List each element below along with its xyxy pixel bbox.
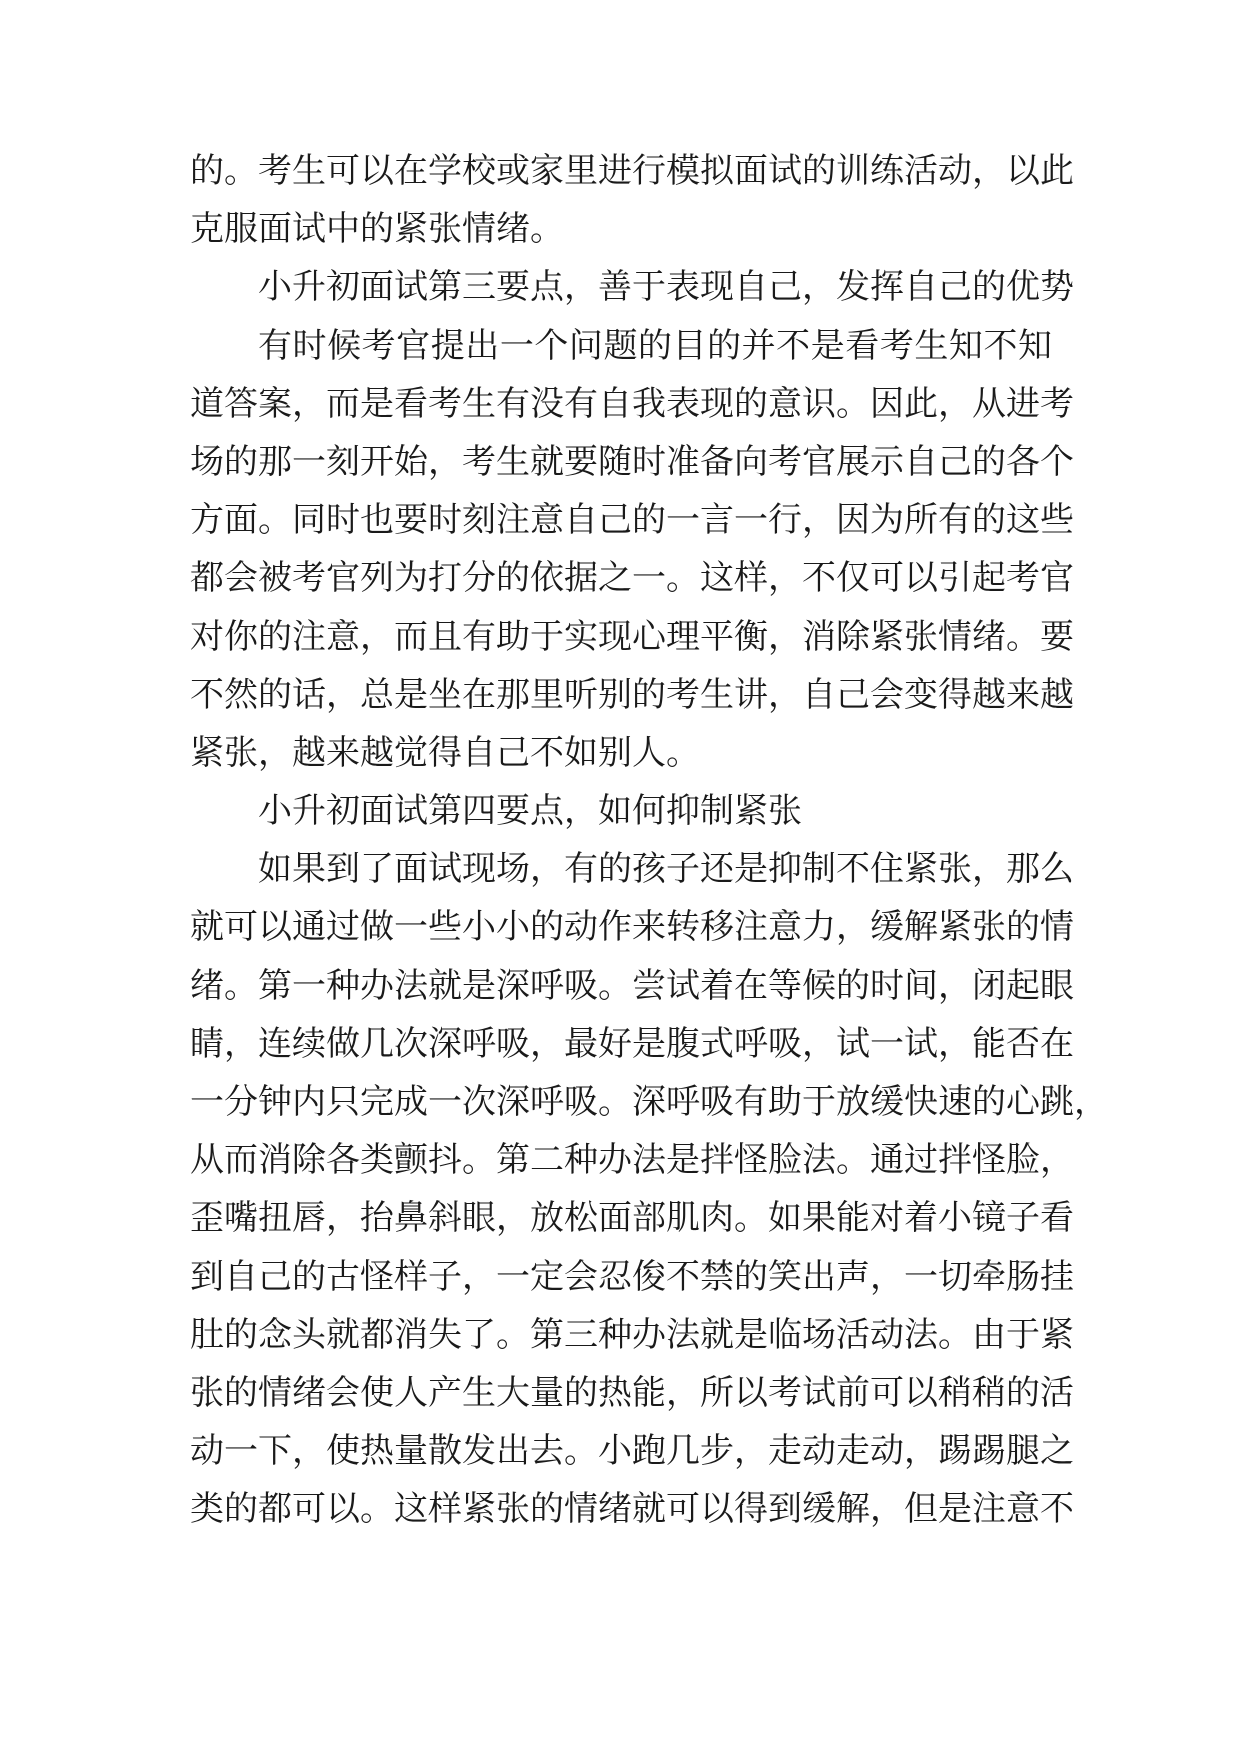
heading-line: 小升初面试第三要点，善于表现自己，发挥自己的优势 — [258, 267, 1074, 308]
text-line: 都会被考官列为打分的依据之一。这样，不仅可以引起考官 — [190, 558, 1074, 599]
text-line: 对你的注意，而且有助于实现心理平衡，消除紧张情绪。要 — [190, 616, 1074, 657]
text-line: 张的情绪会使人产生大量的热能，所以考试前可以稍稍的活 — [190, 1372, 1074, 1413]
section-heading-3 — [190, 258, 1074, 316]
text-line: 类的都可以。这样紧张的情绪就可以得到缓解，但是注意不 — [190, 1489, 1074, 1530]
text-line: 绪。第一种办法就是深呼吸。尝试着在等候的时间，闭起眼 — [190, 965, 1074, 1006]
text-line: 动一下，使热量散发出去。小跑几步，走动走动，踢踢腿之 — [190, 1431, 1074, 1472]
text-line: 如果到了面试现场，有的孩子还是抑制不住紧张，那么 — [258, 849, 1074, 890]
paragraph-1 — [190, 142, 1074, 258]
section-heading-4 — [190, 782, 1052, 840]
text-line: 紧张，越来越觉得自己不如别人。 — [190, 732, 700, 773]
text-line: 的。考生可以在学校或家里进行模拟面试的训练活动，以此 — [190, 151, 1074, 191]
text-line: 一分钟内只完成一次深呼吸。深呼吸有助于放缓快速的心跳， — [190, 1082, 1108, 1122]
text-line: 克服面试中的紧张情绪。 — [190, 209, 564, 250]
text-line: 歪嘴扭唇，抬鼻斜眼，放松面部肌肉。如果能对着小镜子看 — [190, 1198, 1074, 1239]
text-line: 到自己的古怪样子，一定会忍俊不禁的笑出声，一切牵肠挂 — [190, 1256, 1074, 1297]
document-page — [190, 142, 1108, 1539]
text-line: 睛，连续做几次深呼吸，最好是腹式呼吸，试一试，能否在 — [190, 1023, 1074, 1064]
text-line: 道答案，而是看考生有没有自我表现的意识。因此，从进考 — [190, 383, 1074, 424]
text-line: 从而消除各类颤抖。第二种办法是拌怪脸法。通过拌怪脸， — [190, 1140, 1074, 1181]
text-line: 场的那一刻开始，考生就要随时准备向考官展示自己的各个 — [190, 441, 1074, 482]
text-line: 肚的念头就都消失了。第三种办法就是临场活动法。由于紧 — [190, 1314, 1074, 1355]
text-line: 有时候考官提出一个问题的目的并不是看考生知不知 — [258, 325, 1052, 366]
paragraph-2 — [190, 317, 1074, 783]
heading-line: 小升初面试第四要点，如何抑制紧张 — [258, 791, 802, 832]
text-line: 方面。同时也要时刻注意自己的一言一行，因为所有的这些 — [190, 500, 1074, 541]
text-line: 不然的话，总是坐在那里听别的考生讲，自己会变得越来越 — [190, 674, 1074, 715]
paragraph-3 — [190, 840, 1108, 1538]
text-line: 就可以通过做一些小小的动作来转移注意力，缓解紧张的情 — [190, 907, 1074, 948]
